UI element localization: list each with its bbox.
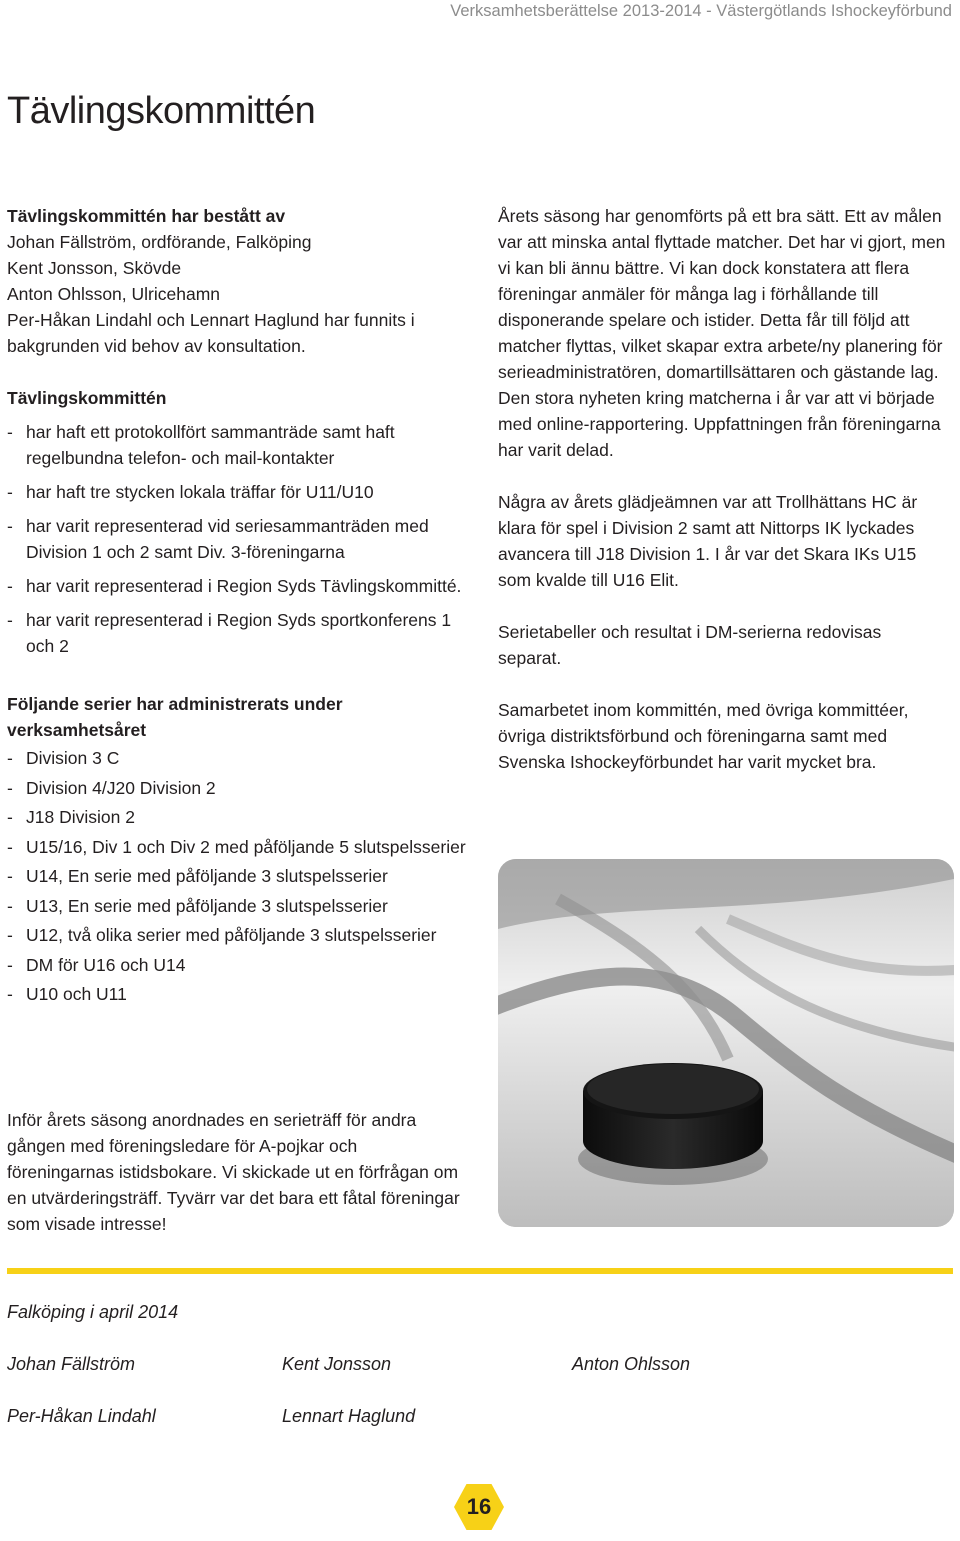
list-item: - har varit representerad i Region Syds Tävlingskommitté. — [7, 573, 467, 599]
list-item: - U10 och U11 — [7, 981, 467, 1007]
left-column — [7, 203, 467, 1011]
signatory-name: Per-Håkan Lindahl — [7, 1406, 156, 1426]
hockey-puck-illustration — [498, 859, 954, 1227]
list-item: - har haft ett protokollfört sammanträde samt haft regelbundna telefon- och mail-kontakter — [7, 419, 467, 471]
duties-list — [7, 419, 467, 659]
list-item: - har varit representerad i Region Syds sportkonferens 1 och 2 — [7, 607, 467, 659]
signatory-name: Johan Fällström — [7, 1354, 136, 1374]
list-item: - Division 4/J20 Division 2 — [7, 775, 467, 801]
page-title: Tävlingskommittén — [7, 90, 316, 132]
signatory-name: Kent Jonsson — [282, 1354, 392, 1374]
body-paragraph: Serietabeller och resultat i DM-serierna redovisas separat. — [498, 622, 882, 668]
body-paragraph: Samarbetet inom kommittén, med övriga kommittéer, övriga distriktsförbund och föreningarna samt med Svenska Ishockeyförbundet har varit mycket bra. — [498, 700, 909, 772]
list-item: - U12, två olika serier med påföljande 3 slutspelsserier — [7, 922, 467, 948]
running-header: Verksamhetsberättelse 2013-2014 - Västergötlands Ishockeyförbund — [450, 2, 952, 20]
closing-paragraph: Inför årets säsong anordnades en serieträff för andra gången med föreningsledare för A-pojkar och föreningarnas istidsbokare. Vi skickade ut en förfrågan om en utvärderingsträff. Tyvärr var det bara ett fåtal föreningar som visade intresse! — [7, 1110, 460, 1234]
list-item: - har varit representerad vid seriesammanträden med Division 1 och 2 samt Div. 3-föreningarna — [7, 513, 467, 565]
hockey-puck-photo — [498, 859, 954, 1227]
series-heading: Följande serier har administrerats under verksamhetsåret — [7, 694, 343, 740]
body-paragraph: Några av årets glädjeämnen var att Trollhättans HC är klara för spel i Division 2 samt att Nittorps IK lyckades avancera till J18 Division 1. I år var det Skara IKs U15 som kvalde till U16 Elit. — [498, 492, 918, 590]
list-item: - Division 3 C — [7, 745, 467, 771]
list-item: - J18 Division 2 — [7, 804, 467, 830]
page-number: 16 — [466, 1494, 492, 1519]
list-item: - U15/16, Div 1 och Div 2 med påföljande 5 slutspelsserier — [7, 834, 467, 860]
series-list — [7, 745, 467, 1007]
list-item: - U13, En serie med påföljande 3 slutspelsserier — [7, 893, 467, 919]
member-line: Kent Jonsson, Skövde — [7, 258, 182, 278]
list-item: - har haft tre stycken lokala träffar för U11/U10 — [7, 479, 467, 505]
committee-heading: Tävlingskommittén — [7, 388, 167, 408]
right-column — [498, 203, 948, 775]
members-heading: Tävlingskommittén har bestått av — [7, 206, 286, 226]
list-item: - DM för U16 och U14 — [7, 952, 467, 978]
signatory-name: Lennart Haglund — [282, 1406, 416, 1426]
list-item: - U14, En serie med påföljande 3 slutspelsserier — [7, 863, 467, 889]
signatory-name: Anton Ohlsson — [572, 1354, 691, 1374]
divider — [7, 1268, 953, 1274]
member-line: Per-Håkan Lindahl och Lennart Haglund har funnits i bakgrunden vid behov av konsultation. — [7, 310, 415, 356]
member-line: Johan Fällström, ordförande, Falköping — [7, 232, 312, 252]
member-line: Anton Ohlsson, Ulricehamn — [7, 284, 221, 304]
place-date: Falköping i april 2014 — [7, 1302, 179, 1322]
body-paragraph: Årets säsong har genomförts på ett bra sätt. Ett av målen var att minska antal flyttade matcher. Det har vi gjort, men vi kan bli ännu bättre. Vi kan dock konstatera att flera föreningar anmäler för många lag i förhållande till disponerande spelare och istider. Detta får till följd att matcher flyttas, vilket skapar extra arbete/ny planering för serieadministratören, domartillsättaren och gästande lag. Den stora nyheten kring matcherna i år var att vi började med online-rapportering. Uppfattningen från föreningarna har varit delad. — [498, 206, 946, 460]
